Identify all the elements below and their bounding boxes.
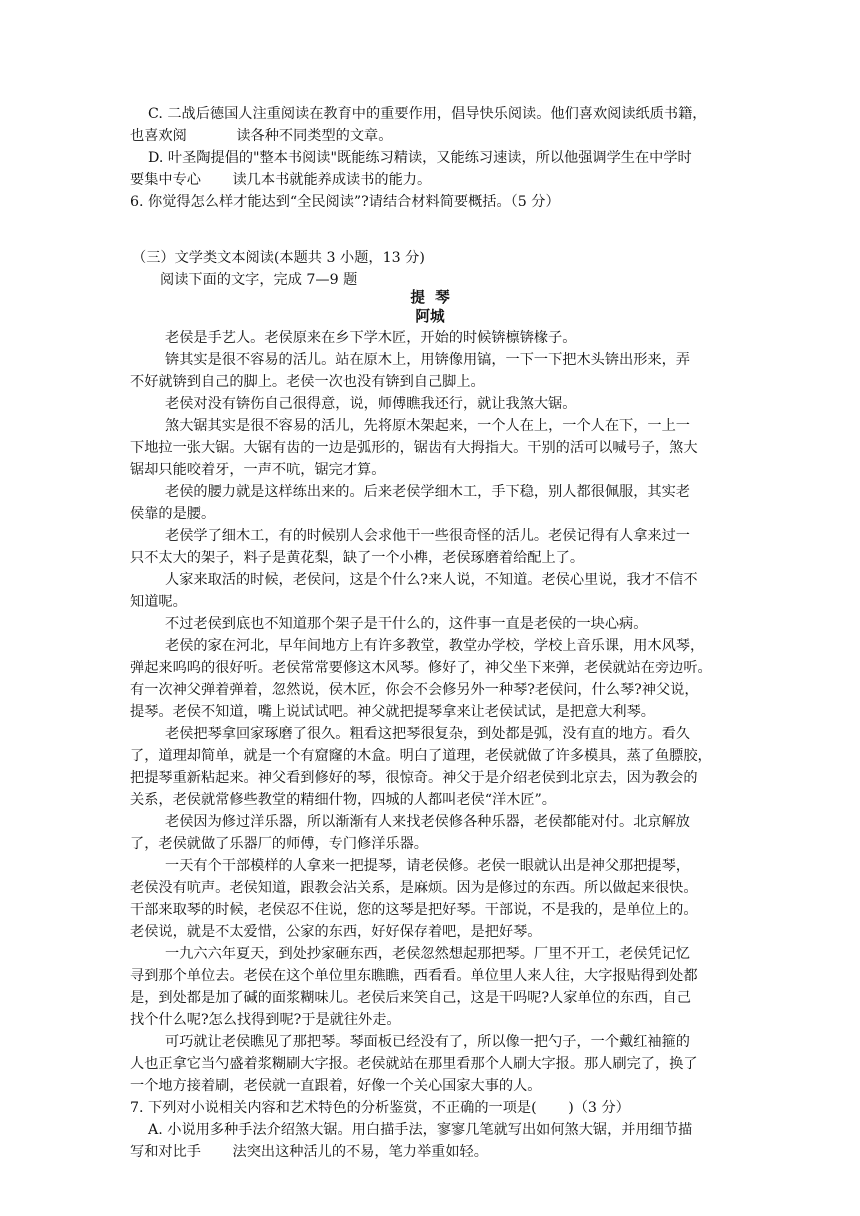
story-line: 只不太大的架子，料子是黄花梨，缺了一个小榫，老侯琢磨着给配上了。 [130, 550, 585, 566]
story-line: 知道呢。 [130, 594, 187, 610]
story-author: 阿城 [415, 308, 445, 325]
story-line: 可巧就让老侯瞧见了那把琴。琴面板已经没有了，所以像一把勺子，一个戴红袖箍的 [165, 1034, 690, 1050]
story-line: 不好就锛到自己的脚上。老侯一次也没有锛到自己脚上。 [130, 374, 485, 390]
story-line: 老侯是手艺人。老侯原来在乡下学木匠，开始的时候锛檩锛椽子。 [165, 330, 577, 346]
story-line: 人也正拿它当勺盛着浆糊刷大字报。老侯就站在那里看那个人刷大字报。那人刷完了，换了 [130, 1056, 698, 1072]
question-7-option-a-line-2: 写和对比手 法突出这种活儿的不易，笔力举重如轻。 [130, 1144, 488, 1160]
story-line: 一天有个干部模样的人拿来一把提琴，请老侯修。老侯一眼就认出是神父那把提琴， [165, 858, 690, 874]
option-c-line-1: C. 二战后德国人注重阅读在教育中的重要作用，倡导快乐阅读。他们喜欢阅读纸质书籍， [148, 106, 707, 122]
section-heading: （三）文学类文本阅读(本题共 3 小题，13 分) [132, 250, 425, 266]
question-7-stem: 7. 下列对小说相关内容和艺术特色的分析鉴赏，不正确的一项是( )（3 分） [130, 1100, 630, 1116]
story-line: 下地拉一张大锯。大锯有齿的一边是弧形的，锯齿有大拇指大。干别的活可以喊号子，煞大 [130, 440, 698, 456]
question-7-option-a-line-1: A. 小说用多种手法介绍煞大锯。用白描手法，寥寥几笔就写出如何煞大锯，并用细节描 [148, 1122, 693, 1138]
story-line: 干部来取琴的时候，老侯忍不住说，您的这琴是把好琴。干部说，不是我的，是单位上的。 [130, 902, 698, 918]
story-line: 是，到处都是加了碱的面浆糊味儿。老侯后来笑自己，这是干吗呢?人家单位的东西，自己 [130, 990, 691, 1006]
story-line: 侯靠的是腰。 [130, 506, 216, 522]
story-line: 人家来取活的时候，老侯问，这是个什么?来人说，不知道。老侯心里说，我才不信不 [165, 572, 698, 588]
story-line: 老侯对没有锛伤自己很得意，说，师傅瞧我还行，就让我煞大锯。 [165, 396, 577, 412]
story-line: 锛其实是很不容易的活儿。站在原木上，用锛像用镐，一下一下把木头锛出形来，弄 [165, 352, 690, 368]
story-line: 不过老侯到底也不知道那个架子是干什么的，这件事一直是老侯的一块心病。 [165, 616, 648, 632]
story-line: 有一次神父弹着弹着，忽然说，侯木匠，你会不会修另外一种琴?老侯问，什么琴?神父说， [130, 682, 699, 698]
story-line: 老侯的家在河北，早年间地方上有许多教堂，教堂办学校，学校上音乐课，用木风琴， [165, 638, 705, 654]
option-c-line-2: 也喜欢阅 读各种不同类型的文章。 [130, 128, 393, 144]
story-line: 了，老侯就做了乐器厂的师傅，专门修洋乐器。 [130, 836, 428, 852]
question-6: 6. 你觉得怎么样才能达到“全民阅读”?请结合材料简要概括。（5 分） [130, 194, 560, 210]
story-line: 提琴。老侯不知道，嘴上说试试吧。神父就把提琴拿来让老侯试试，是把意大利琴。 [130, 704, 655, 720]
story-line: 老侯把琴拿回家琢磨了很久。粗看这把琴很复杂，到处都是弧，没有直的地方。看久 [165, 726, 690, 742]
story-line: 弹起来呜呜的很好听。老侯常常要修这木风琴。修好了，神父坐下来弹，老侯就站在旁边听。 [130, 660, 712, 676]
story-line: 老侯没有吭声。老侯知道，跟教会沾关系，是麻烦。因为是修过的东西。所以做起来很快。 [130, 880, 698, 896]
story-line: 老侯学了细木工，有的时候别人会求他干一些很奇怪的活儿。老侯记得有人拿来过一 [165, 528, 690, 544]
story-line: 关系，老侯就常修些教堂的精细什物，四城的人都叫老侯“洋木匠”。 [130, 792, 556, 808]
section-instruction: 阅读下面的文字，完成 7—9 题 [160, 272, 358, 288]
story-line: 找个什么呢?怎么找得到呢?于是就往外走。 [130, 1012, 401, 1028]
story-line: 一九六六年夏天，到处抄家砸东西，老侯忽然想起那把琴。厂里不开工，老侯凭记忆 [165, 946, 690, 962]
story-title: 提 琴 [410, 289, 450, 306]
option-d-line-1: D. 叶圣陶提倡的"整本书阅读"既能练习精读，又能练习速读，所以他强调学生在中学时 [148, 150, 692, 166]
story-line: 煞大锯其实是很不容易的活儿，先将原木架起来，一个人在上，一个人在下，一上一 [165, 418, 690, 434]
option-d-line-2: 要集中专心 读几本书就能养成读书的能力。 [130, 172, 432, 188]
story-line: 老侯因为修过洋乐器，所以渐渐有人来找老侯修各种乐器，老侯都能对付。北京解放 [165, 814, 690, 830]
story-line: 了，道理却简单，就是一个有窟窿的木盒。明白了道理，老侯就做了许多模具，蒸了鱼膘胶， [130, 748, 712, 764]
story-line: 寻到那个单位去。老侯在这个单位里东瞧瞧，西看看。单位里人来人往，大字报贴得到处都 [130, 968, 698, 984]
story-line: 老侯说，就是不太爱惜，公家的东西，好好保存着吧，是把好琴。 [130, 924, 542, 940]
story-line: 把提琴重新粘起来。神父看到修好的琴，很惊奇。神父于是介绍老侯到北京去，因为教会的 [130, 770, 698, 786]
story-line: 一个地方接着刷，老侯就一直跟着，好像一个关心国家大事的人。 [130, 1078, 542, 1094]
story-line: 锯却只能咬着牙，一声不吭，锯完才算。 [130, 462, 386, 478]
story-line: 老侯的腰力就是这样练出来的。后来老侯学细木工，手下稳，别人都很佩服，其实老 [165, 484, 690, 500]
